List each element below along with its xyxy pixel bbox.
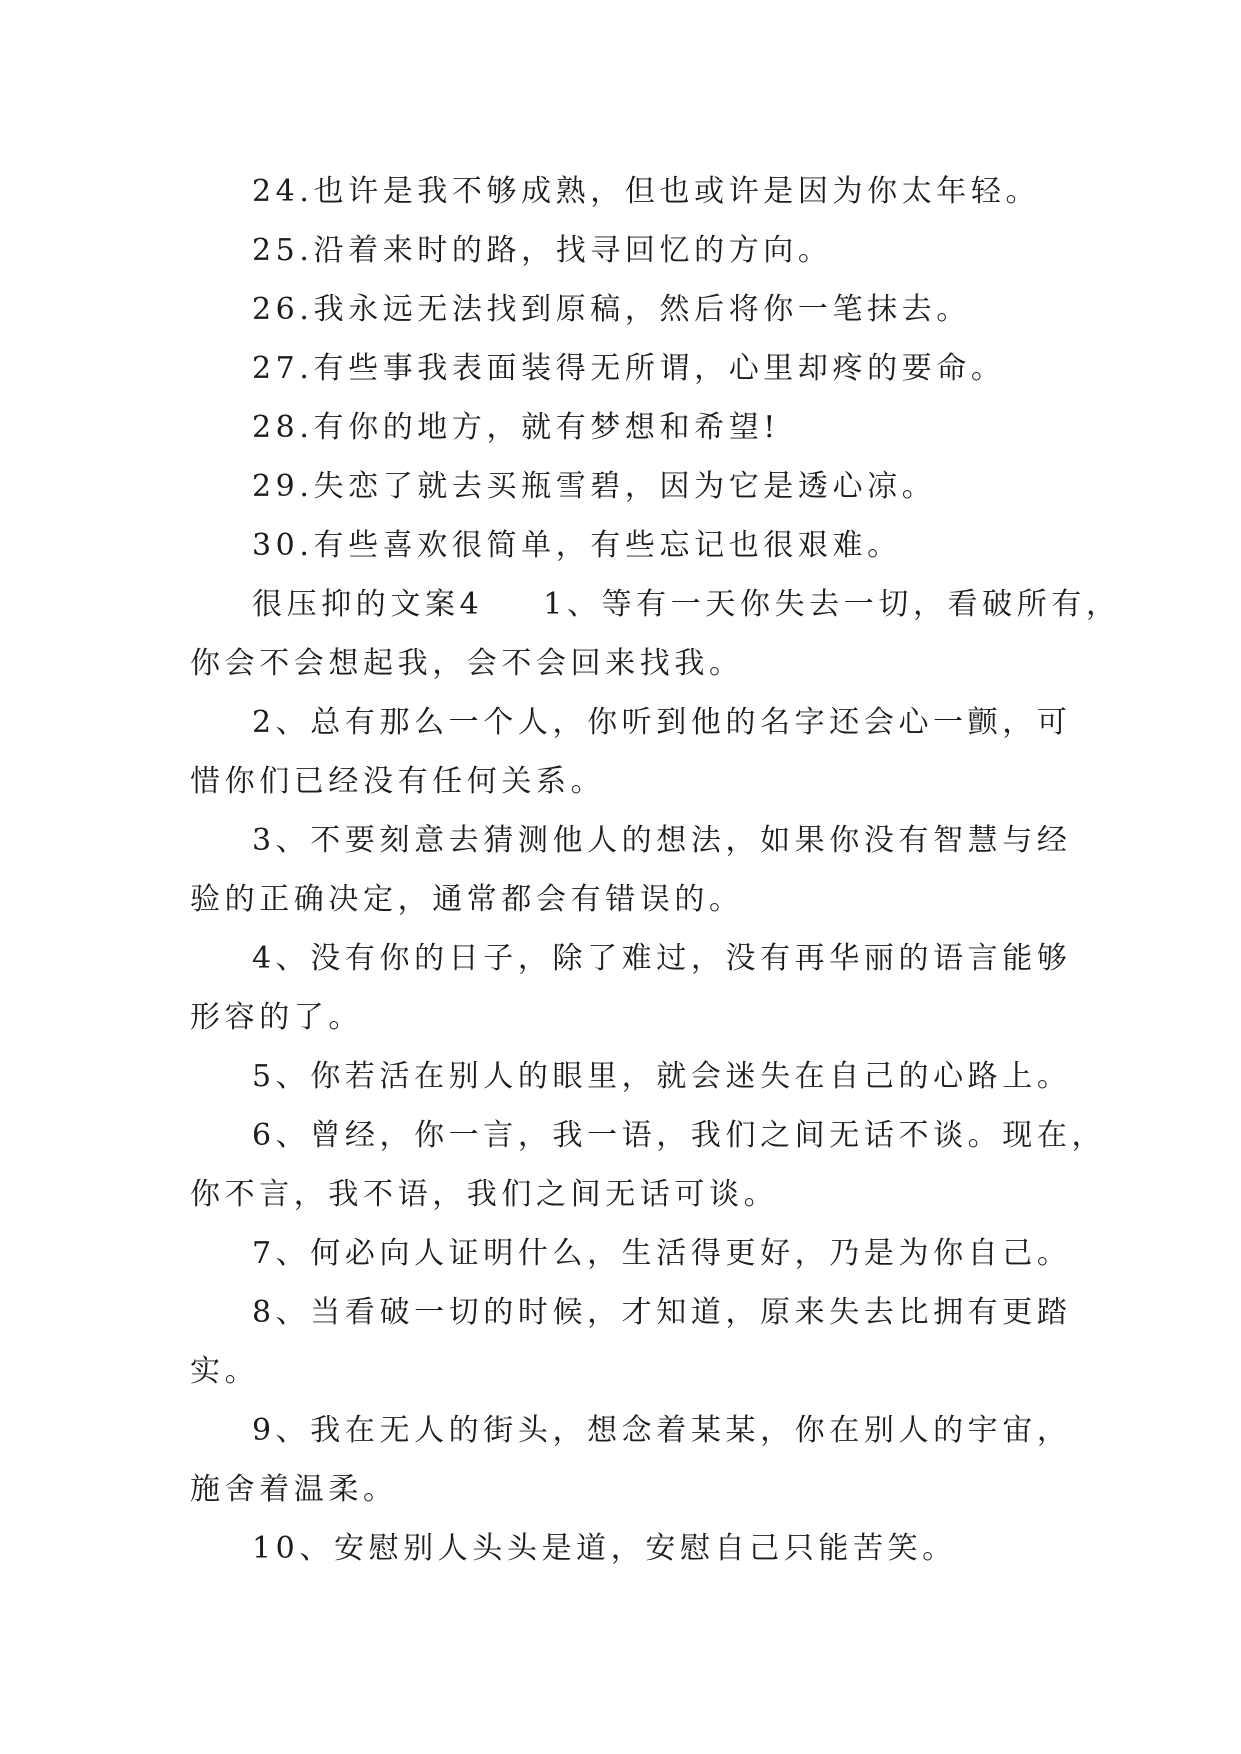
list-item: 7、何必向人证明什么，生活得更好，乃是为你自己。 [252,1236,1072,1271]
list-item: 10、安慰别人头头是道，安慰自己只能苦笑。 [252,1531,957,1566]
list-item: 4、没有你的日子，除了难过，没有再华丽的语言能够 [252,941,1072,976]
list-item: 8、当看破一切的时候，才知道，原来失去比拥有更踏 [252,1295,1072,1330]
list-item-continuation: 惜你们已经没有任何关系。 [190,764,606,799]
list-item-continuation: 施舍着温柔。 [190,1472,398,1507]
text-line: 28.有你的地方，就有梦想和希望! [252,410,780,445]
list-item-continuation: 你不言，我不语，我们之间无话可谈。 [190,1177,779,1212]
document-body [190,162,1121,1578]
list-item: 6、曾经，你一言，我一语，我们之间无话不谈。现在， [252,1118,1107,1153]
list-item-continuation: 实。 [190,1354,260,1389]
section-heading: 很压抑的文案4 [252,587,484,622]
text-line: 29.失恋了就去买瓶雪碧，因为它是透心凉。 [252,469,937,504]
section-heading-line [190,575,1121,634]
list-item-continuation: 你会不会想起我，会不会回来找我。 [190,646,744,681]
text-line: 25.沿着来时的路，找寻回忆的方向。 [252,233,833,268]
list-item: 2、总有那么一个人，你听到他的名字还会心一颤，可 [252,705,1072,740]
list-item: 9、我在无人的街头，想念着某某，你在别人的宇宙， [252,1413,1072,1448]
list-item-continuation: 形容的了。 [190,1000,363,1035]
list-item: 5、你若活在别人的眼里，就会迷失在自己的心路上。 [252,1059,1072,1094]
list-item-continuation: 验的正确决定，通常都会有错误的。 [190,882,744,917]
list-item: 3、不要刻意去猜测他人的想法，如果你没有智慧与经 [252,823,1072,858]
text-line: 27.有些事我表面装得无所谓，心里却疼的要命。 [252,351,1006,386]
text-line: 26.我永远无法找到原稿，然后将你一笔抹去。 [252,292,971,327]
text-line: 30.有些喜欢很简单，有些忘记也很艰难。 [252,528,902,563]
text-line: 24.也许是我不够成熟，但也或许是因为你太年轻。 [252,174,1041,209]
list-item-text: 1、等有一天你失去一切，看破所有， [543,587,1121,622]
